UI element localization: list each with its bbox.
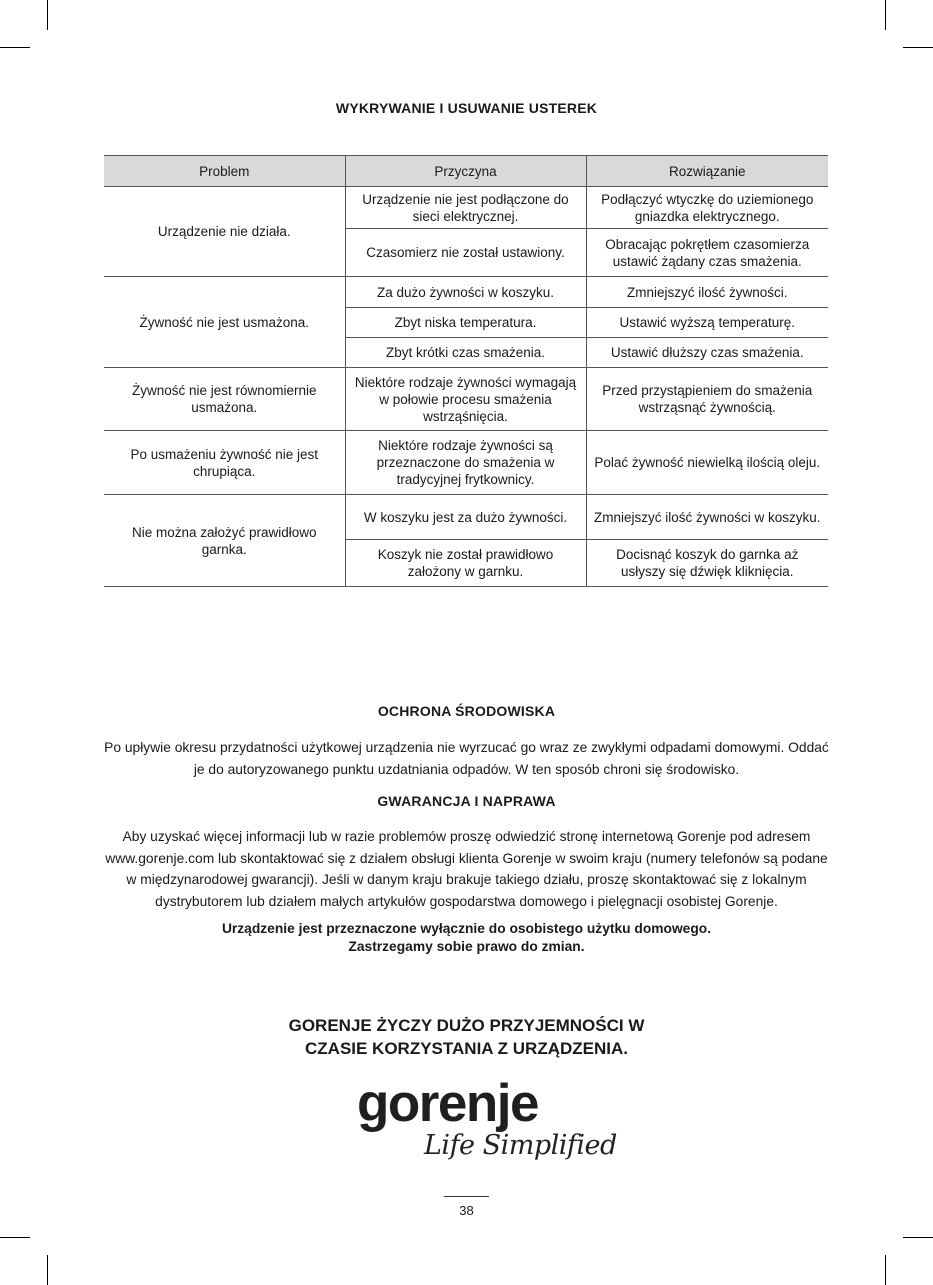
cause-cell: W koszyku jest za dużo żywności. xyxy=(345,495,586,540)
column-header-solution: Rozwiązanie xyxy=(586,156,828,187)
problem-cell: Urządzenie nie działa. xyxy=(104,187,345,277)
solution-cell: Ustawić dłuższy czas smażenia. xyxy=(586,338,828,368)
table-row xyxy=(104,187,828,229)
solution-cell: Podłączyć wtyczkę do uziemionego gniazdka elektrycznego. xyxy=(586,187,828,229)
section-title-warranty: GWARANCJA I NAPRAWA xyxy=(377,793,556,809)
solution-cell: Zmniejszyć ilość żywności. xyxy=(586,277,828,308)
cause-cell: Urządzenie nie jest podłączone do sieci elektrycznej. xyxy=(345,187,586,229)
solution-cell: Obracając pokrętłem czasomierza ustawić żądany czas smażenia. xyxy=(586,229,828,277)
problem-cell: Po usmażeniu żywność nie jest chrupiąca. xyxy=(104,431,345,495)
brand-tagline: Life Simplified xyxy=(424,1130,617,1161)
solution-cell: Docisnąć koszyk do garnka aż usłyszy się dźwięk kliknięcia. xyxy=(586,540,828,587)
crop-mark xyxy=(885,0,886,30)
cause-cell: Niektóre rodzaje żywności wymagają w połowie procesu smażenia wstrząśnięcia. xyxy=(345,368,586,431)
gorenje-logo: gorenje xyxy=(357,1074,538,1133)
crop-mark xyxy=(903,47,933,48)
solution-cell: Przed przystąpieniem do smażenia wstrząsnąć żywnością. xyxy=(586,368,828,431)
solution-cell: Polać żywność niewielką ilością oleju. xyxy=(586,431,828,495)
cause-cell: Za dużo żywności w koszyku. xyxy=(345,277,586,308)
notice-line-1: Urządzenie jest przeznaczone wyłącznie do osobistego użytku domowego. xyxy=(221,921,712,936)
page-number: 38 xyxy=(459,1203,474,1218)
closing-line-2: CZASIE KORZYSTANIA Z URZĄDZENIA. xyxy=(305,1039,628,1058)
problem-cell: Żywność nie jest usmażona. xyxy=(104,277,345,368)
page-number-rule xyxy=(444,1196,489,1197)
crop-mark xyxy=(47,0,48,30)
solution-cell: Zmniejszyć ilość żywności w koszyku. xyxy=(586,495,828,540)
table-row xyxy=(104,277,828,308)
cause-cell: Czasomierz nie został ustawiony. xyxy=(345,229,586,277)
environment-text: Po upływie okresu przydatności użytkowej urządzenia nie wyrzucać go wraz ze zwykłymi odpadami domowymi. Oddać je do autoryzowanego punktu uzdatniania odpadów. W ten sposób chroni się środowisko. xyxy=(104,740,829,777)
table-row xyxy=(104,431,828,495)
table-row xyxy=(104,495,828,540)
cause-cell: Zbyt niska temperatura. xyxy=(345,308,586,338)
problem-cell: Nie można założyć prawidłowo garnka. xyxy=(104,495,345,587)
column-header-problem: Problem xyxy=(104,156,345,187)
table-row xyxy=(104,368,828,431)
cause-cell: Koszyk nie został prawidłowo założony w garnku. xyxy=(345,540,586,587)
crop-mark xyxy=(0,1237,30,1238)
warranty-text: Aby uzyskać więcej informacji lub w razie problemów proszę odwiedzić stronę internetową Gorenje pod adresem www.gorenje.com lub skontaktować się z działem obsługi klienta Gorenje w swoim kraju (numery telefonów są podane w międzynarodowej gwarancji). Jeśli w danym kraju brakuje takiego działu, proszę skontaktować się z lokalnym dystrybutorem lub działem małych artykułów gospodarstwa domowego i pielęgnacji osobistej Gorenje. xyxy=(105,829,828,909)
notice-line-2: Zastrzegamy sobie prawo do zmian. xyxy=(348,939,585,954)
column-header-cause: Przyczyna xyxy=(345,156,586,187)
cause-cell: Niektóre rodzaje żywności są przeznaczone do smażenia w tradycyjnej frytkownicy. xyxy=(345,431,586,495)
closing-line-1: GORENJE ŻYCZY DUŻO PRZYJEMNOŚCI W xyxy=(288,1016,645,1035)
problem-cell: Żywność nie jest równomiernie usmażona. xyxy=(104,368,345,431)
table-header-row xyxy=(104,156,828,187)
crop-mark xyxy=(47,1255,48,1285)
cause-cell: Zbyt krótki czas smażenia. xyxy=(345,338,586,368)
troubleshooting-table xyxy=(104,155,828,587)
crop-mark xyxy=(885,1255,886,1285)
section-title-environment: OCHRONA ŚRODOWISKA xyxy=(377,703,556,719)
crop-mark xyxy=(903,1237,933,1238)
crop-mark xyxy=(0,47,30,48)
solution-cell: Ustawić wyższą temperaturę. xyxy=(586,308,828,338)
section-title-troubleshooting: WYKRYWANIE I USUWANIE USTEREK xyxy=(335,100,598,116)
